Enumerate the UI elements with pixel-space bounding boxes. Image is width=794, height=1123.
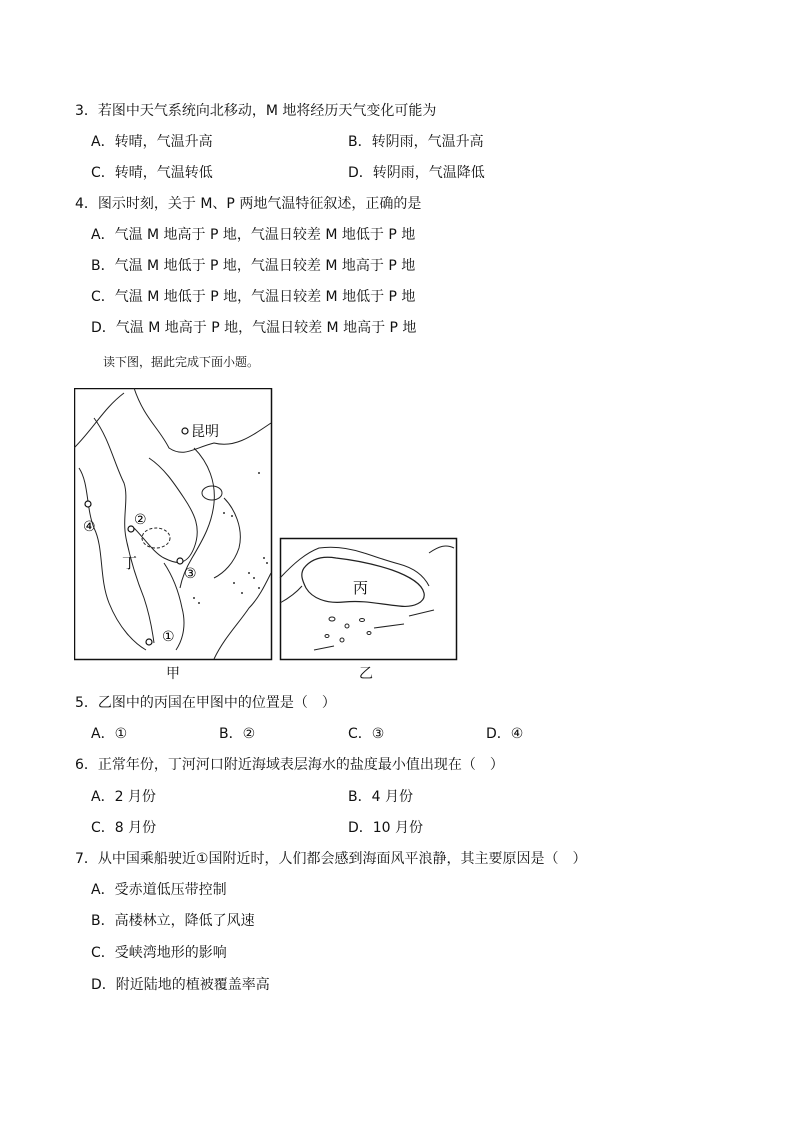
q5-stem: 5．乙图中的丙国在甲图中的位置是（ ） [75,695,336,711]
map-yi-caption-text: 乙 [359,666,373,682]
q3-option-b: B．转阴雨，气温升高 [348,134,484,150]
q6-option-d: D．10 月份 [348,820,424,836]
q3-stem: 3．若图中天气系统向北移动，M 地将经历天气变化可能为 [75,103,437,119]
kunming-label: 昆明 [191,424,219,440]
q4-option-c: C．气温 M 地低于 P 地，气温日较差 M 地低于 P 地 [91,289,416,305]
q7-option-a: A．受赤道低压带控制 [91,882,227,898]
maps-figure [74,388,464,663]
q3-option-a: A．转晴，气温升高 [91,134,213,150]
q4-stem: 4．图示时刻，关于 M、P 两地气温特征叙述，正确的是 [75,196,422,212]
q3-option-d: D．转阴雨，气温降低 [348,165,485,181]
q4-option-b: B．气温 M 地低于 P 地，气温日较差 M 地高于 P 地 [91,258,416,274]
marker-2: ② [134,512,147,528]
map-yi [280,539,457,660]
q6-option-c: C．8 月份 [91,820,157,836]
q7-option-d: D．附近陆地的植被覆盖率高 [91,977,270,993]
region-ding-label: 丁 [122,554,138,572]
marker-1: ① [162,629,175,645]
q3-option-c: C．转晴，气温转低 [91,165,213,181]
q6-option-a: A．2 月份 [91,789,156,805]
q5-option-d: D．④ [486,726,524,742]
map-jia-caption-text: 甲 [166,666,180,682]
q5-option-b: B．② [219,726,256,742]
region-bing-label: 丙 [353,579,369,597]
q5-option-c: C．③ [348,726,385,742]
q4-option-a: A．气温 M 地高于 P 地，气温日较差 M 地低于 P 地 [91,227,416,243]
q4-option-d: D．气温 M 地高于 P 地，气温日较差 M 地高于 P 地 [91,320,417,336]
marker-3: ③ [184,566,197,582]
kunming-marker [182,428,188,434]
map-intro: 读下图，据此完成下面小题。 [103,355,260,369]
q6-stem: 6．正常年份，丁河河口附近海域表层海水的盐度最小值出现在（ ） [75,757,504,773]
q6-option-b: B．4 月份 [348,789,413,805]
map-jia [74,388,272,660]
marker-4: ④ [83,519,96,535]
q5-option-a: A．① [91,726,128,742]
q7-stem: 7．从中国乘船驶近①国附近时，人们都会感到海面风平浪静，其主要原因是（ ） [75,851,587,867]
q7-option-c: C．受峡湾地形的影响 [91,945,227,961]
q7-option-b: B．高楼林立，降低了风速 [91,913,255,929]
